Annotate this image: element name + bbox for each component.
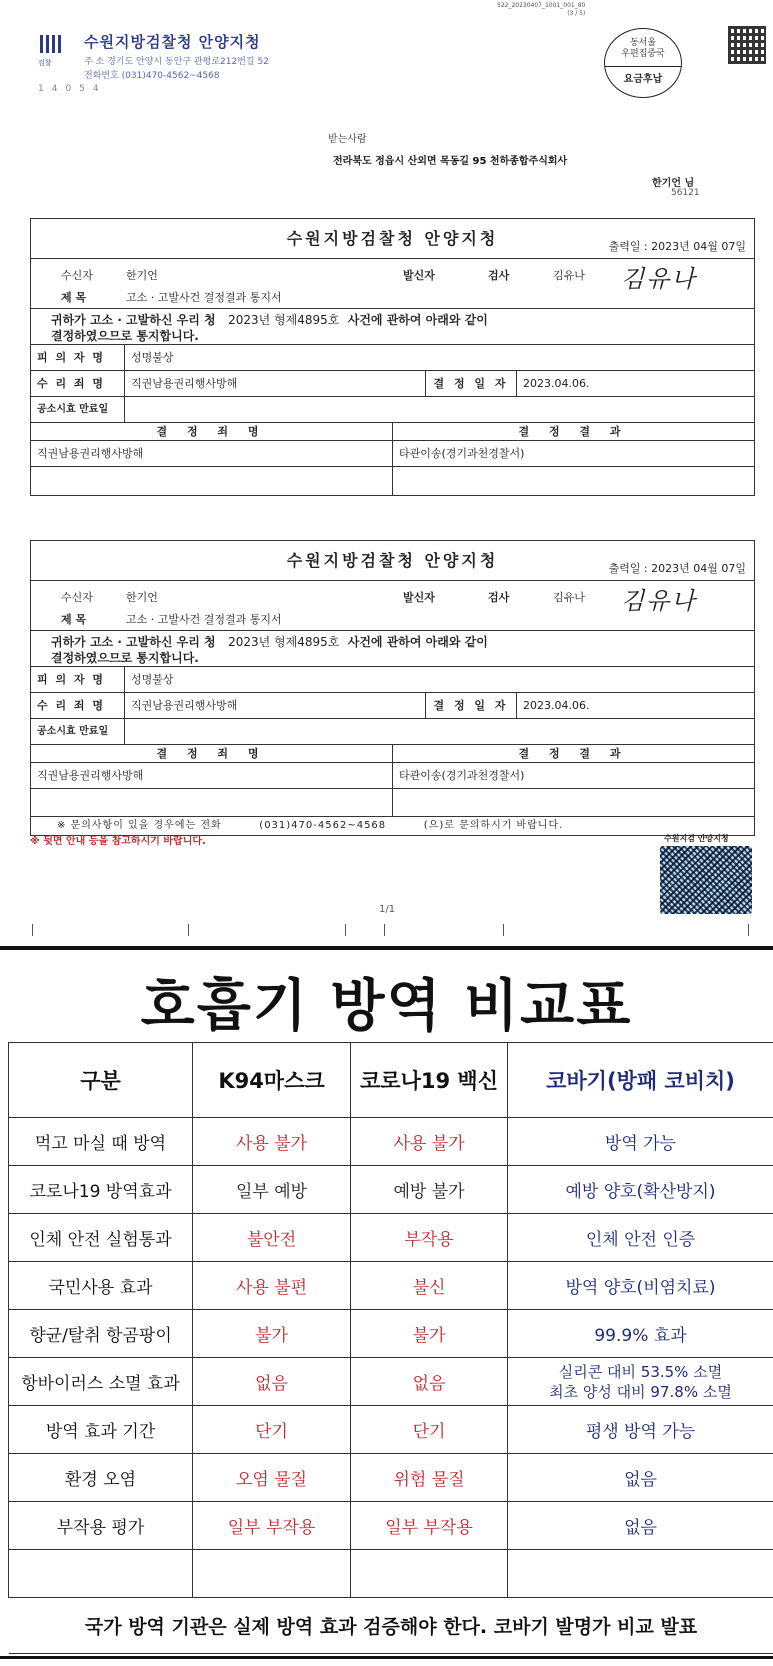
indictment-row [31, 397, 754, 423]
sender-field-label: 발신자 [403, 591, 435, 604]
inquiry-text-a: ※ 문의사항이 있을 경우에는 전화 [57, 820, 222, 831]
row-label: 먹고 마실 때 방역 [9, 1118, 193, 1166]
charge-label: 수 리 죄 명 [31, 371, 125, 396]
decision-date-value: 2023.04.06. [523, 699, 590, 712]
postage-stamp [604, 28, 682, 98]
decision-date-label: 결 정 일 자 [425, 693, 517, 718]
decision-row-empty [31, 467, 754, 495]
suspect-value: 성명불상 [131, 351, 174, 364]
mask-value: 단기 [193, 1406, 351, 1454]
header-k94-mask: K94마스크 [193, 1043, 351, 1118]
qr-code-icon [728, 26, 766, 64]
vaccine-value: 사용 불가 [351, 1118, 508, 1166]
decision-charge-header: 결 정 죄 명 [156, 747, 267, 760]
notice-message [31, 309, 754, 345]
official-seal-icon [660, 846, 752, 914]
sender-phone: 전화번호 (031)470-4562~4568 [84, 71, 220, 81]
kobagi-value [508, 1358, 773, 1406]
comparison-table [8, 1042, 773, 1654]
kobagi-value: 없음 [508, 1454, 773, 1502]
cut-marks [0, 922, 773, 946]
row-label: 방역 효과 기간 [9, 1406, 193, 1454]
notice-form-2 [30, 540, 755, 836]
mask-value: 일부 예방 [193, 1166, 351, 1214]
kobagi-value-line-1: 실리콘 대비 53.5% 소멸 [558, 1362, 723, 1381]
recipient-label: 받는사람 [328, 134, 367, 145]
recipient-code: 56121 [671, 188, 700, 198]
message-part-b: 사건에 관하여 아래와 같이 [347, 635, 488, 649]
message-part-a: 귀하가 고소 · 고발하신 우리 청 [51, 313, 216, 327]
sender-office-name: 수원지방검찰청 안양지청 [84, 33, 261, 51]
back-page-note: ※ 뒷면 안내 등을 참고하시기 바랍니다. [30, 836, 206, 847]
charge-value: 직권남용권리행사방해 [131, 699, 238, 712]
vaccine-value: 불신 [351, 1262, 508, 1310]
decision-result-header: 결 정 결 과 [392, 745, 754, 762]
vaccine-value: 부작용 [351, 1214, 508, 1262]
vaccine-value: 단기 [351, 1406, 508, 1454]
comparison-header-row [9, 1043, 773, 1118]
message-part-b: 사건에 관하여 아래와 같이 [347, 313, 488, 327]
charge-label: 수 리 죄 명 [31, 693, 125, 718]
prosecution-logo-icon [40, 35, 68, 57]
table-row [9, 1166, 773, 1214]
table-row [9, 1310, 773, 1358]
print-date: 출력일 : 2023년 04월 07일 [608, 562, 746, 575]
suspect-row [31, 667, 754, 693]
message-part-a: 귀하가 고소 · 고발하신 우리 청 [51, 635, 216, 649]
header-kobagi: 코바기(방패 코비치) [508, 1043, 773, 1118]
print-date: 출력일 : 2023년 04월 07일 [608, 240, 746, 253]
row-label: 부작용 평가 [9, 1502, 193, 1550]
comparison-footer-row [9, 1598, 773, 1654]
subject-field-value: 고소 · 고발사건 결정결과 통지서 [126, 291, 282, 304]
row-label: 국민사용 효과 [9, 1262, 193, 1310]
mask-value: 오염 물질 [193, 1454, 351, 1502]
decision-header [31, 745, 754, 763]
official-seal-label: 수원지검 안양지청 [664, 834, 729, 843]
notice-message [31, 631, 754, 667]
prosecutor-field-label: 검사 [488, 269, 510, 282]
notice-info [31, 259, 754, 309]
indictment-label: 공소시효 만료일 [31, 397, 125, 422]
notice-title: 수원지방검찰청 안양지청 [286, 551, 499, 570]
subject-field-value: 고소 · 고발사건 결정결과 통지서 [126, 613, 282, 626]
vaccine-value: 위험 물질 [351, 1454, 508, 1502]
recipient-field-value: 한기언 [126, 591, 158, 604]
mask-value: 불안전 [193, 1214, 351, 1262]
decision-row-empty [31, 789, 754, 817]
sender-field-label: 발신자 [403, 269, 435, 282]
kobagi-value: 방역 가능 [508, 1118, 773, 1166]
sender-zip-code: 14054 [38, 84, 107, 94]
decision-row [31, 441, 754, 467]
suspect-value: 성명불상 [131, 673, 174, 686]
mask-value: 없음 [193, 1358, 351, 1406]
logo-caption: 검찰 [38, 59, 52, 67]
decision-result: 타관이송(경기과천경찰서) [392, 441, 754, 466]
mask-value: 사용 불편 [193, 1262, 351, 1310]
section-divider [0, 946, 773, 950]
table-row [9, 1454, 773, 1502]
inquiry-text-b: (으)로 문의하시기 바랍니다. [423, 820, 564, 831]
vaccine-value: 없음 [351, 1358, 508, 1406]
header-covid-vaccine: 코로나19 백신 [351, 1043, 508, 1118]
notice-form-1 [30, 218, 755, 496]
decision-result-header: 결 정 결 과 [392, 423, 754, 440]
prosecutor-signature: 김유나 [621, 587, 697, 615]
suspect-label: 피 의 자 명 [31, 667, 125, 692]
header-category: 구분 [9, 1043, 193, 1118]
kobagi-value: 인체 안전 인증 [508, 1214, 773, 1262]
stamp-line-2: 우편집중국 [621, 49, 665, 59]
notice-title: 수원지방검찰청 안양지청 [286, 229, 499, 248]
stamp-line-1: 동서울 [629, 38, 657, 48]
vaccine-value: 일부 부작용 [351, 1502, 508, 1550]
document-page-count: (3 / 5) [567, 10, 586, 17]
stamp-line-3: 요금후납 [605, 66, 681, 85]
comparison-footer: 국가 방역 기관은 실제 방역 효과 검증해야 한다. 코바기 발명가 비교 발표 [9, 1598, 773, 1654]
indictment-label: 공소시효 만료일 [31, 719, 125, 744]
mask-value: 불가 [193, 1310, 351, 1358]
suspect-label: 피 의 자 명 [31, 345, 125, 370]
table-row [9, 1358, 773, 1406]
mask-value: 일부 부작용 [193, 1502, 351, 1550]
prosecutor-field-value: 김유나 [553, 269, 585, 282]
message-case-number: 2023년 형제4895호 [228, 635, 340, 649]
row-label: 향균/탈취 항곰팡이 [9, 1310, 193, 1358]
charge-row [31, 693, 754, 719]
page-number: 1/1 [379, 904, 396, 915]
kobagi-value: 없음 [508, 1502, 773, 1550]
decision-date-value: 2023.04.06. [523, 377, 590, 390]
notice-title-bar [31, 541, 754, 581]
kobagi-value-line-2: 최초 양성 대비 97.8% 소멸 [549, 1382, 732, 1401]
decision-date-label: 결 정 일 자 [425, 371, 517, 396]
recipient-field-value: 한기언 [126, 269, 158, 282]
message-part-c: 결정하였으므로 통지합니다. [51, 651, 199, 665]
charge-value: 직권남용권리행사방해 [131, 377, 238, 390]
row-label: 코로나19 방역효과 [9, 1166, 193, 1214]
prosecutor-field-value: 김유나 [553, 591, 585, 604]
row-label: 인체 안전 실험통과 [9, 1214, 193, 1262]
suspect-row [31, 345, 754, 371]
notice-info [31, 581, 754, 631]
subject-field-label: 제 목 [61, 291, 87, 304]
decision-charge-header: 결 정 죄 명 [156, 425, 267, 438]
kobagi-value: 방역 양호(비염치료) [508, 1262, 773, 1310]
decision-result: 타관이송(경기과천경찰서) [392, 763, 754, 788]
prosecutor-signature: 김유나 [621, 265, 697, 293]
prosecutor-field-label: 검사 [488, 591, 510, 604]
table-row [9, 1262, 773, 1310]
decision-charge: 직권남용권리행사방해 [37, 769, 144, 782]
comparison-title: 호흡기 방역 비교표 [140, 974, 633, 1039]
recipient-name: 한기언 님 [652, 178, 695, 189]
recipient-address: 전라북도 정읍시 산외면 목동길 95 천하종합주식회사 [333, 156, 568, 167]
recipient-field-label: 수신자 [61, 591, 93, 604]
row-label: 환경 오염 [9, 1454, 193, 1502]
table-row-empty [9, 1550, 773, 1598]
sender-address: 주 소 경기도 안양시 동안구 관평로212번길 52 [84, 57, 269, 67]
message-case-number: 2023년 형제4895호 [228, 313, 340, 327]
document-code-text: 522_20230407_1001_001_80 [497, 2, 586, 9]
kobagi-value: 예방 양호(확산방지) [508, 1166, 773, 1214]
bottom-border [0, 1656, 773, 1659]
table-row [9, 1118, 773, 1166]
table-row [9, 1406, 773, 1454]
notice-title-bar [31, 219, 754, 259]
charge-row [31, 371, 754, 397]
inquiry-phone: (031)470-4562~4568 [259, 820, 387, 831]
vaccine-value: 불가 [351, 1310, 508, 1358]
kobagi-value: 평생 방역 가능 [508, 1406, 773, 1454]
decision-charge: 직권남용권리행사방해 [37, 447, 144, 460]
document-code [497, 2, 585, 18]
message-part-c: 결정하였으므로 통지합니다. [51, 329, 199, 343]
vaccine-value: 예방 불가 [351, 1166, 508, 1214]
recipient-field-label: 수신자 [61, 269, 93, 282]
subject-field-label: 제 목 [61, 613, 87, 626]
table-row [9, 1214, 773, 1262]
decision-header [31, 423, 754, 441]
mask-value: 사용 불가 [193, 1118, 351, 1166]
kobagi-value: 99.9% 효과 [508, 1310, 773, 1358]
table-row [9, 1502, 773, 1550]
decision-row [31, 763, 754, 789]
indictment-row [31, 719, 754, 745]
row-label: 항바이러스 소멸 효과 [9, 1358, 193, 1406]
